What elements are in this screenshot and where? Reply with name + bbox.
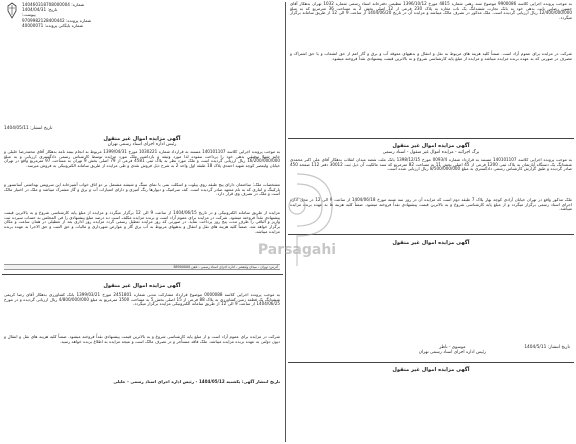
header-line: تاریخ: 1404/04/31: [22, 7, 58, 13]
header-line: شماره: 140460318708000004: [22, 2, 85, 7]
header-line: شماره بایگانی پرونده: 40000071: [22, 22, 84, 28]
notice3-signature: [419, 345, 486, 355]
notice3-publish-date: تاریخ انتشار: 1404/5/11: [524, 345, 570, 350]
notice1-office: رئیس اداره اجرای اسناد رسمی تهران: [107, 142, 177, 147]
header-line: پیوست:: [22, 12, 36, 18]
notice4-paragraph: شرکت در مزایده برای عموم آزاد است و از مبلغ پایه کارشناسی شروع و به بالاترین قیمت پیشنهادی نقداً فروخته میشود. ضمناً کلیه هزینه های نقل و انتقال و دیون دولتی به عهده برنده مزایده میباشد. ملک فاقد مستأجر و در تصرف مالک است و نتیجه مزایده به اطلاع برنده خواهد رسید.: [4, 334, 280, 344]
left-column: [0, 0, 284, 444]
notice4-paragraph: به موجب پرونده اجرایی کلاسه 0000088 موضوع قرارداد مشارکت مدنی شماره 2451801 مورخ 1399/03/21 بانک کشاورزی بدهکار آقای رضا کریمی ششدانگ یک قطعه زمین کشاورزی به پلاک 88 فرعی از 15 اصلی بخش 5 به مساحت 1500 مترمربع به مبلغ 4/800/000/000 ریال ارزیابی گردیده و در مورخ 1404/06/25 از ساعت 9 الی 12 از طریق سامانه الکترونیکی مزایده برگزار میگردد.: [4, 292, 281, 307]
notice-title-bottom: آگهی مزایده اموال غیر منقول: [392, 367, 470, 373]
section-divider: [288, 138, 574, 139]
notice3-paragraph: شرکت در مزایده برای عموم آزاد است. ضمناً کلیه هزینه های مربوط به نقل و انتقال و بدهیهای معوقه آب و برق و گاز اعم از حق انشعاب و یا حق اشتراک و مصرف در صورتی که به عهده برنده مزایده میباشد و مزایده از مبلغ پایه کارشناسی شروع و به بالاترین قیمت پیشنهادی نقداً فروخته میشود.: [290, 51, 572, 61]
notice2-subtitle: برگ اجرائیه - مزایده اموال غیر منقول - اسناد رسمی: [382, 150, 480, 155]
notice3-paragraph: به موجب پرونده اجرایی کلاسه 9900086 موضوع سند رهنی شماره 4815 مورخ 1396/10/12 تنظیمی دفترخانه اسناد رسمی شماره 1032 تهران بدهکار آقای حسین رضایی بابت بدهی خود به بانک تجارت ششدانگ یک باب مغازه به پلاک 230 فرعی از 12 اصلی بخش 2 به مساحت 36 مترمربع که به مبلغ 12/400/000/000 ریال ارزیابی گردیده است. ملک مذکور در تصرف مالک میباشد و مزایده آن در تاریخ 1404/06/20 از ساعت 9 الی 12 از طریق سامانه برگزار میگردد.: [290, 1, 572, 20]
notice1-paragraph: به موجب پرونده اجرایی کلاسه 140101107 مستند به قرارداد شماره 1030221 مورخ 1399/04/31 مربوط به انجام بیمه نامه بدهکار آقای محمدرضا خلیلی و خانم شهلا توفیقی بدهی خود را پرداخت ننموده لذا مورد وثیقه و بازداشت ملک مورد مزایده توسط کارشناس رسمی دادگستری ارزیابی و به مبلغ 16/200/000/000 ریال ارزیابی گردیده است و ملک مورد نظر به پلاک ثبتی 4581 فرعی از 79 اصلی بخش 9 تهران به مساحت 97 مترمربع واقع در تهران خیابان ولیعصر کوچه شهید احمدی پلاک 18 طبقه اول واحد 2 به شرح ذیل فروش نقدی و طی مزایده از طریق سامانه الکترونیکی به فروش میرسد.: [4, 149, 280, 168]
header-line: شماره پرونده: 9709982128400442: [22, 17, 92, 23]
notice3-repeat-title: آگهی مزایده اموال غیر منقول: [392, 240, 470, 246]
signature-line: رئیس اداره اجرای اسناد رسمی تهران: [418, 350, 486, 356]
notice2-title: آگهی مزایده اموال غیر منقول: [392, 143, 470, 149]
judiciary-emblem-icon: [4, 2, 20, 20]
section-divider: [2, 274, 283, 275]
watermark-text: Parsagahi: [257, 242, 337, 258]
notice1-title: آگهی مزایده اموال غیر منقول: [103, 136, 181, 142]
notice1-paragraph: مشخصات ملک: ساختمان دارای پنج طبقه روی پیلوت و اسکلت بتنی با نمای سنگ و شیشه مشتمل بر دو اتاق خواب آشپزخانه اپن سرویس بهداشتی آسانسور و پارکینگ و انباری که به نام متعهد صادر گردیده است. کف سرامیک و دیوارها رنگ آمیزی و دارای امتیازات آب و برق و گاز مشترک میباشد و ملک در اختیار مالک است و ملک در تصرف وی قرار دارد.: [4, 182, 280, 197]
signature-line: موسوی - ناظر: [439, 345, 466, 350]
notice4-publish-line: تاریخ انتشار آگهی: یکشنبه 1404/05/12 - رئیس اداره اجرای اسناد رسمی - جلیلی: [113, 379, 280, 384]
right-column: [286, 0, 576, 444]
section-divider: [288, 234, 574, 235]
notice2-footer: آدرس: تهران - میدان ولیعصر - اداره اجرای اسناد رسمی - تلفن 88900000: [4, 264, 280, 270]
document-header: [22, 2, 102, 28]
notice1-publish-date: تاریخ انتشار: 1404/05/11: [4, 126, 53, 131]
notice2-paragraph: به موجب پرونده اجرایی کلاسه 140101107 مستند به قرارداد شماره 0093/4 مورخ 1398/12/15 بانک ملت شعبه میدان انقلاب بدهکار آقای علی اکبر محمدی ششدانگ یک دستگاه آپارتمان به پلاک ثبتی 1200 فرعی از 45 اصلی بخش 11 به مساحت 82 مترمربع که سند مالکیت آن ذیل ثبت 30012 دفتر 112 صفحه 450 صادر گردیده و طبق گزارش کارشناس رسمی دادگستری به مبلغ 8/500/000/000 ریال ارزیابی شده است.: [290, 157, 573, 172]
notice4-title: آگهی مزایده اموال غیر منقول: [103, 283, 181, 289]
section-divider: [288, 362, 574, 363]
notice2-paragraph: ملک مذکور واقع در تهران خیابان آزادی کوچه بهار پلاک 7 طبقه دوم است که مزایده آن در روز سه شنبه مورخ 1404/06/18 از ساعت 9 الی 12 در محل اداره اجرای اسناد رسمی برگزار میگردد و از مبلغ پایه کارشناسی شروع و به بالاترین قیمت پیشنهادی نقداً فروخته میشود. ضمناً کلیه هزینه ها به عهده برنده مزایده میباشد.: [290, 197, 572, 212]
notice1-paragraph: مزایده از طریق سامانه الکترونیکی و در تاریخ 1404/06/15 از ساعت 9 الی 12 برگزار میگردد و مزایده از مبلغ پایه کارشناسی شروع و به بالاترین قیمت پیشنهادی نقداً فروخته میشود. شرکت در مزایده برای عموم آزاد است و برنده مزایده مکلف است ده درصد مبلغ پیشنهادی را فی المجلس به حساب سپرده ثبت واریز و الباقی را ظرف مدت پنج روز پرداخت نماید. در صورتی که روز مزایده تعطیل رسمی گردد مزایده روز اداری بعد از تعطیلی در همان ساعت و مکان برگزار خواهد شد. ضمناً کلیه هزینه های نقل و انتقال و بدهیهای مربوط به آب برق گاز و عوارض شهرداری و مالیات و حق الثبت و حق الاجرا به عهده برنده مزایده میباشد.: [4, 210, 280, 234]
